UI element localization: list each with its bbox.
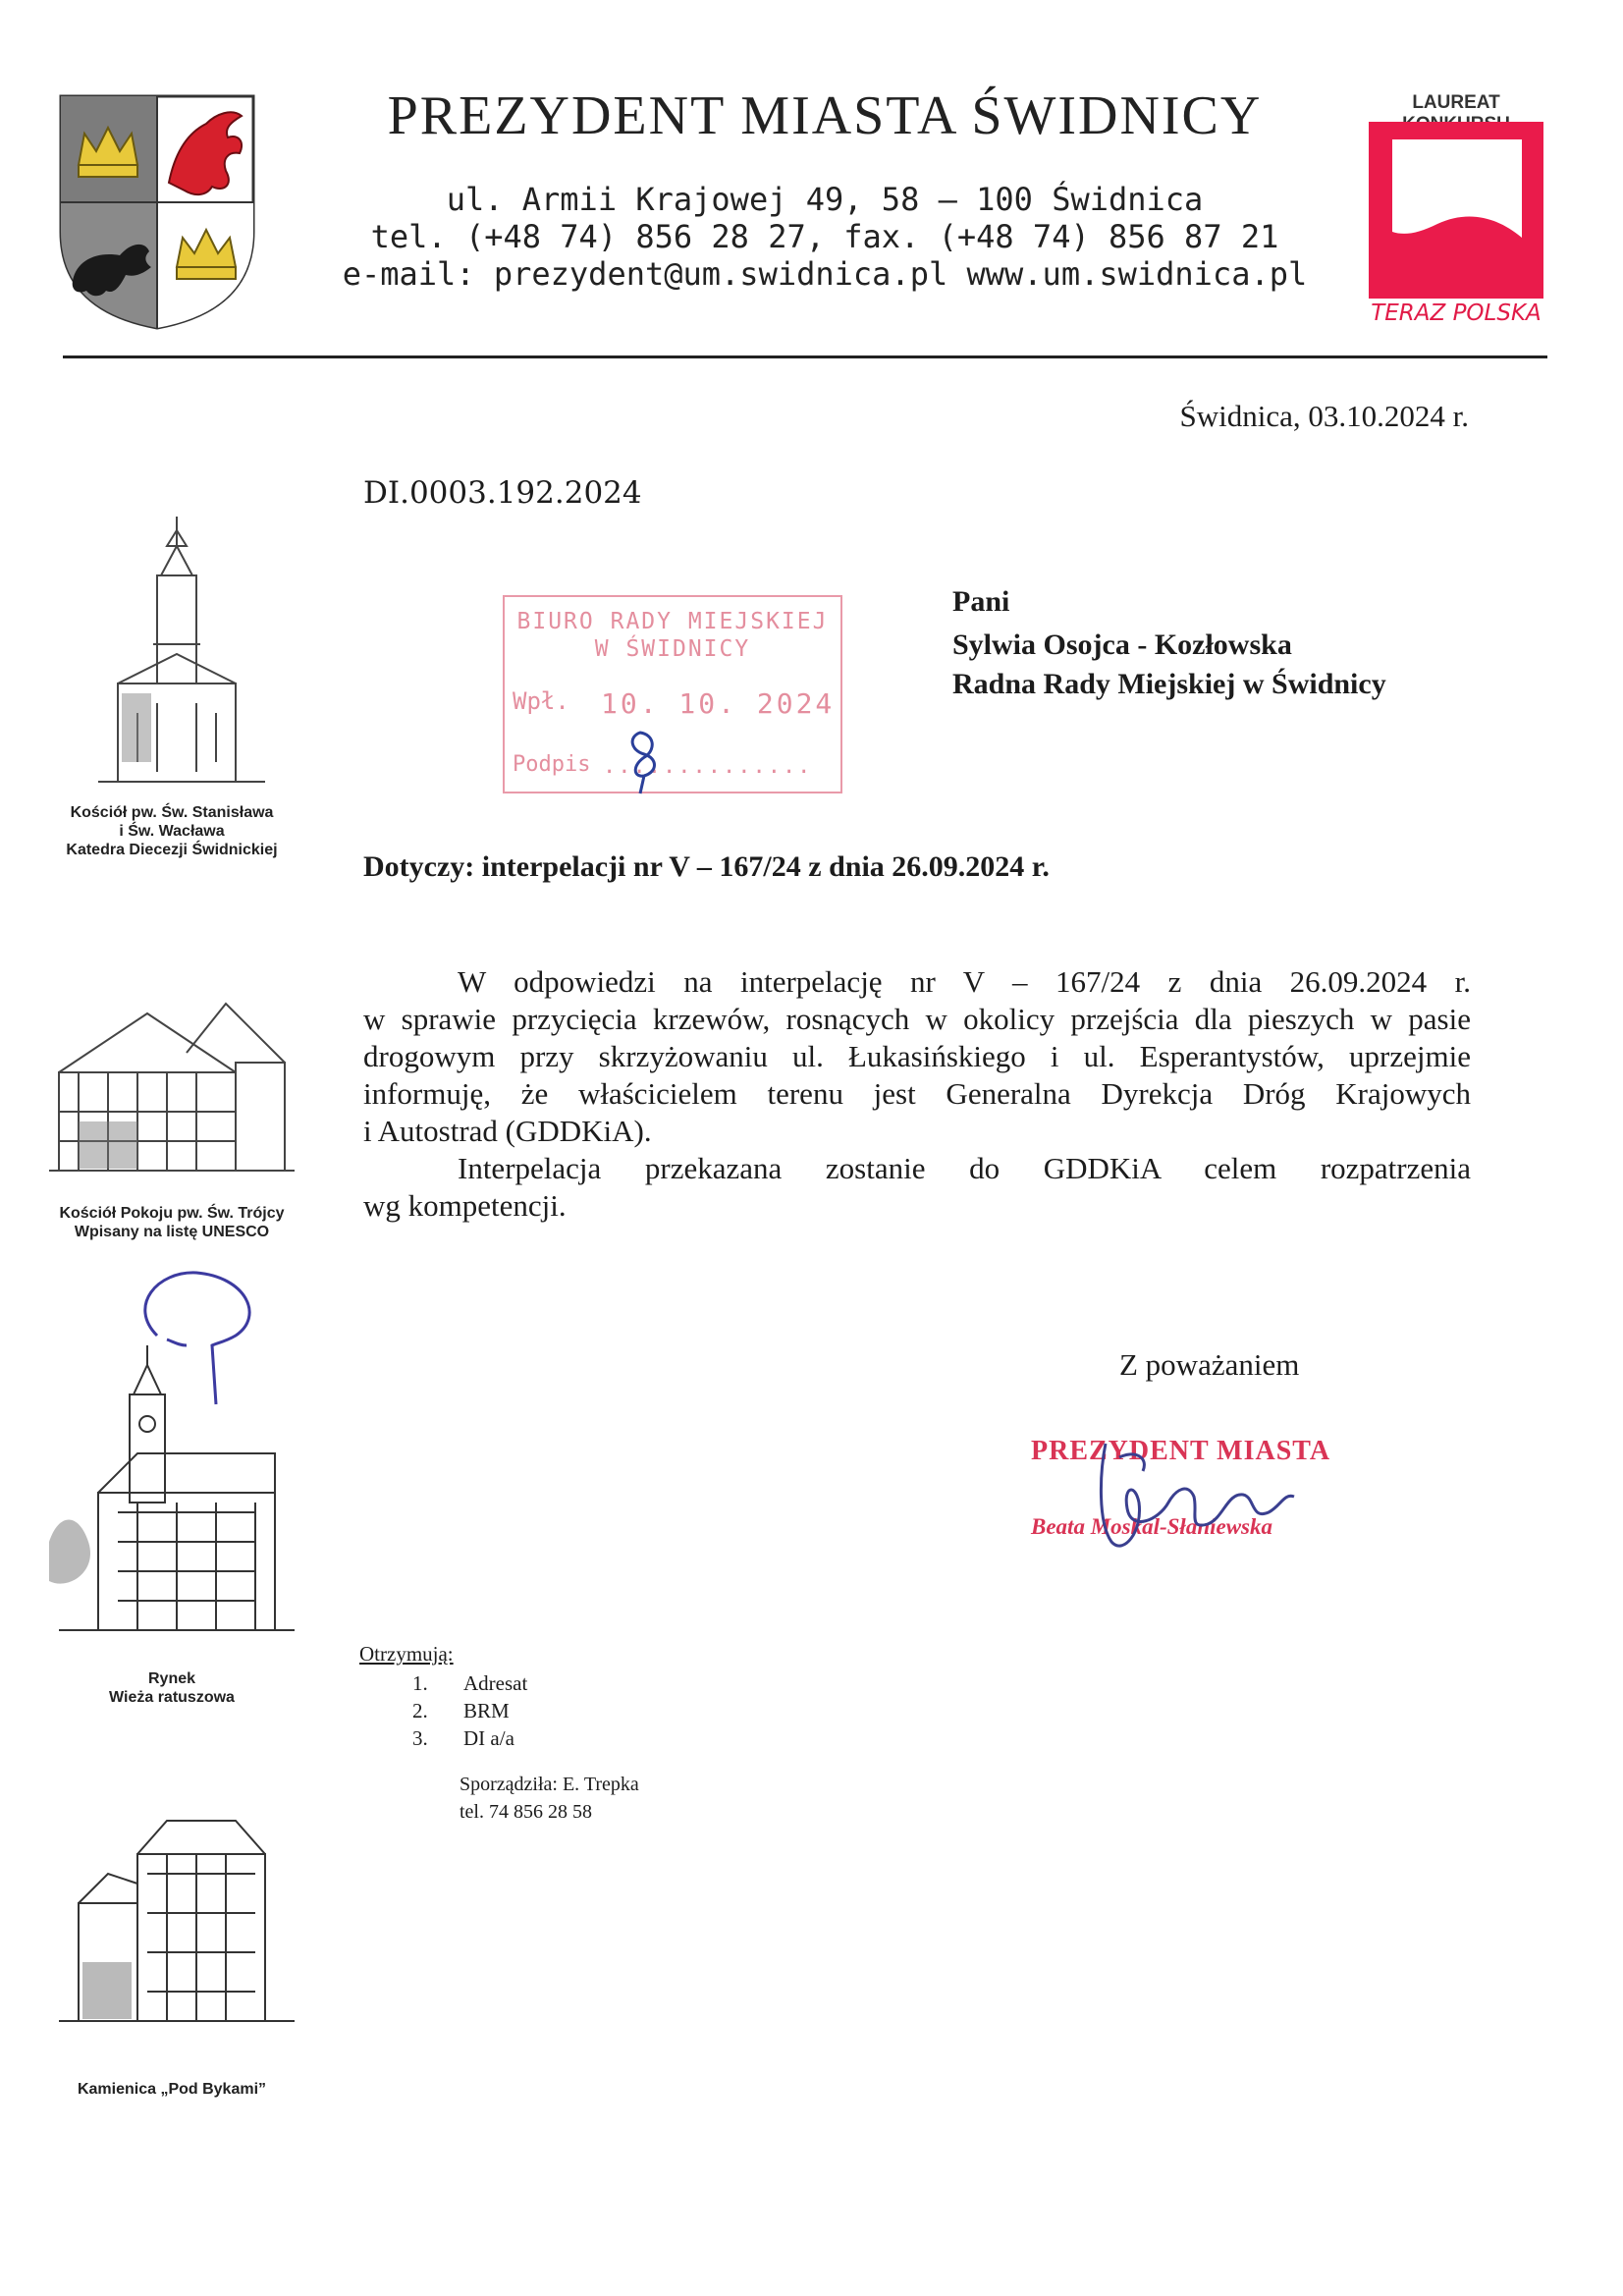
distribution-item-label: Adresat: [463, 1671, 528, 1695]
stamp-office-line1: BIURO RADY MIEJSKIEJ: [516, 609, 829, 634]
stamp-received-label: Wpł.: [513, 687, 569, 715]
header-divider: [63, 355, 1547, 358]
signature-stamp-title: PREZYDENT MIASTA: [1031, 1436, 1331, 1466]
cathedral-tower-sketch-icon: [39, 517, 304, 793]
award-slogan: TERAZ POLSKA: [1371, 301, 1542, 326]
recipient-position: Radna Rady Miejskiej w Świdnicy: [952, 668, 1386, 700]
stamp-initials-icon: [611, 727, 679, 795]
caption-line: Wieża ratuszowa: [109, 1689, 235, 1706]
sidebar-caption: [39, 1669, 304, 1707]
body-line: i Autostrad (GDDKiA).: [363, 1114, 652, 1148]
letter-subject: Dotyczy: interpelacji nr V – 167/24 z dnia 26.09.2024 r.: [363, 850, 1050, 883]
distribution-item-label: DI a/a: [463, 1726, 514, 1750]
stamp-office-line2: W ŚWIDNICY: [594, 636, 751, 662]
recipient-salutation: Pani: [952, 585, 1010, 618]
caption-line: Kościół Pokoju pw. Św. Trójcy: [59, 1205, 285, 1222]
church-of-peace-sketch-icon: [39, 994, 304, 1182]
sidebar-caption: [39, 1204, 304, 1241]
body-line: Interpelacja przekazana zostanie do GDDKiA celem rozpatrzenia: [458, 1151, 1471, 1185]
distribution-item-number: 3.: [412, 1726, 428, 1750]
distribution-item-label: BRM: [463, 1699, 510, 1722]
caption-line: Kościół pw. Św. Stanisława: [70, 804, 274, 821]
stamp-received-date: 10. 10. 2024: [601, 687, 836, 720]
body-line: drogowym przy skrzyżowaniu ul. Łukasińskiego i ul. Esperantystów, uprzejmie: [363, 1039, 1471, 1073]
body-line: W odpowiedzi na interpelację nr V – 167/24 z dnia 26.09.2024 r.: [458, 964, 1471, 999]
caption-line: Kamienica „Pod Bykami”: [77, 2081, 267, 2098]
recipient-name: Sylwia Osojca - Kozłowska: [952, 629, 1292, 661]
closing-phrase: Z poważaniem: [1119, 1347, 1300, 1382]
townhouse-sketch-icon: [39, 1815, 304, 2037]
caption-line: Rynek: [147, 1670, 196, 1687]
handwritten-signature-icon: [1041, 1414, 1316, 1571]
sidebar-caption: [39, 803, 304, 859]
signature-stamp-name: Beata Moskal-Słaniewska: [1031, 1514, 1273, 1539]
market-square-tower-sketch-icon: [39, 1345, 304, 1640]
received-stamp: [503, 595, 842, 793]
letterhead-phone: tel. (+48 74) 856 28 27, fax. (+48 74) 856 87 21: [370, 218, 1279, 255]
stamp-signature-label: Podpis: [513, 752, 591, 777]
body-line: w sprawie przycięcia krzewów, rosnących w okolicy przejścia dla pieszych w pasie: [363, 1002, 1471, 1036]
letterhead-address: ul. Armii Krajowej 49, 58 – 100 Świdnica: [446, 181, 1204, 218]
caption-line: Katedra Diecezji Świdnickiej: [66, 842, 278, 858]
caption-line: i Św. Wacława: [119, 823, 225, 840]
body-line: informuję, że właścicielem terenu jest Generalna Dyrekcja Dróg Krajowych: [363, 1076, 1471, 1111]
distribution-item-number: 1.: [412, 1671, 428, 1695]
prepared-phone: tel. 74 856 28 58: [460, 1801, 592, 1823]
award-caption: LAUREAT: [1412, 92, 1500, 113]
letterhead-contact: e-mail: prezydent@um.swidnica.pl www.um.swidnica.pl: [342, 255, 1308, 293]
distribution-heading: Otrzymują:: [359, 1642, 454, 1666]
teraz-polska-logo-icon: [1369, 122, 1543, 299]
reference-number: DI.0003.192.2024: [363, 475, 642, 511]
city-crest-icon: [59, 94, 255, 330]
stamp-signature-dots: ..............: [603, 754, 813, 779]
letterhead-title: PREZYDENT MIASTA ŚWIDNICY: [387, 85, 1263, 146]
distribution-item-number: 2.: [412, 1699, 428, 1722]
caption-line: Wpisany na listę UNESCO: [74, 1224, 270, 1240]
prepared-by: Sporządziła: E. Trepka: [460, 1774, 639, 1795]
body-line: wg kompetencji.: [363, 1188, 567, 1223]
sidebar-caption: [39, 2080, 304, 2099]
letter-date: Świdnica, 03.10.2024 r.: [1179, 399, 1469, 433]
